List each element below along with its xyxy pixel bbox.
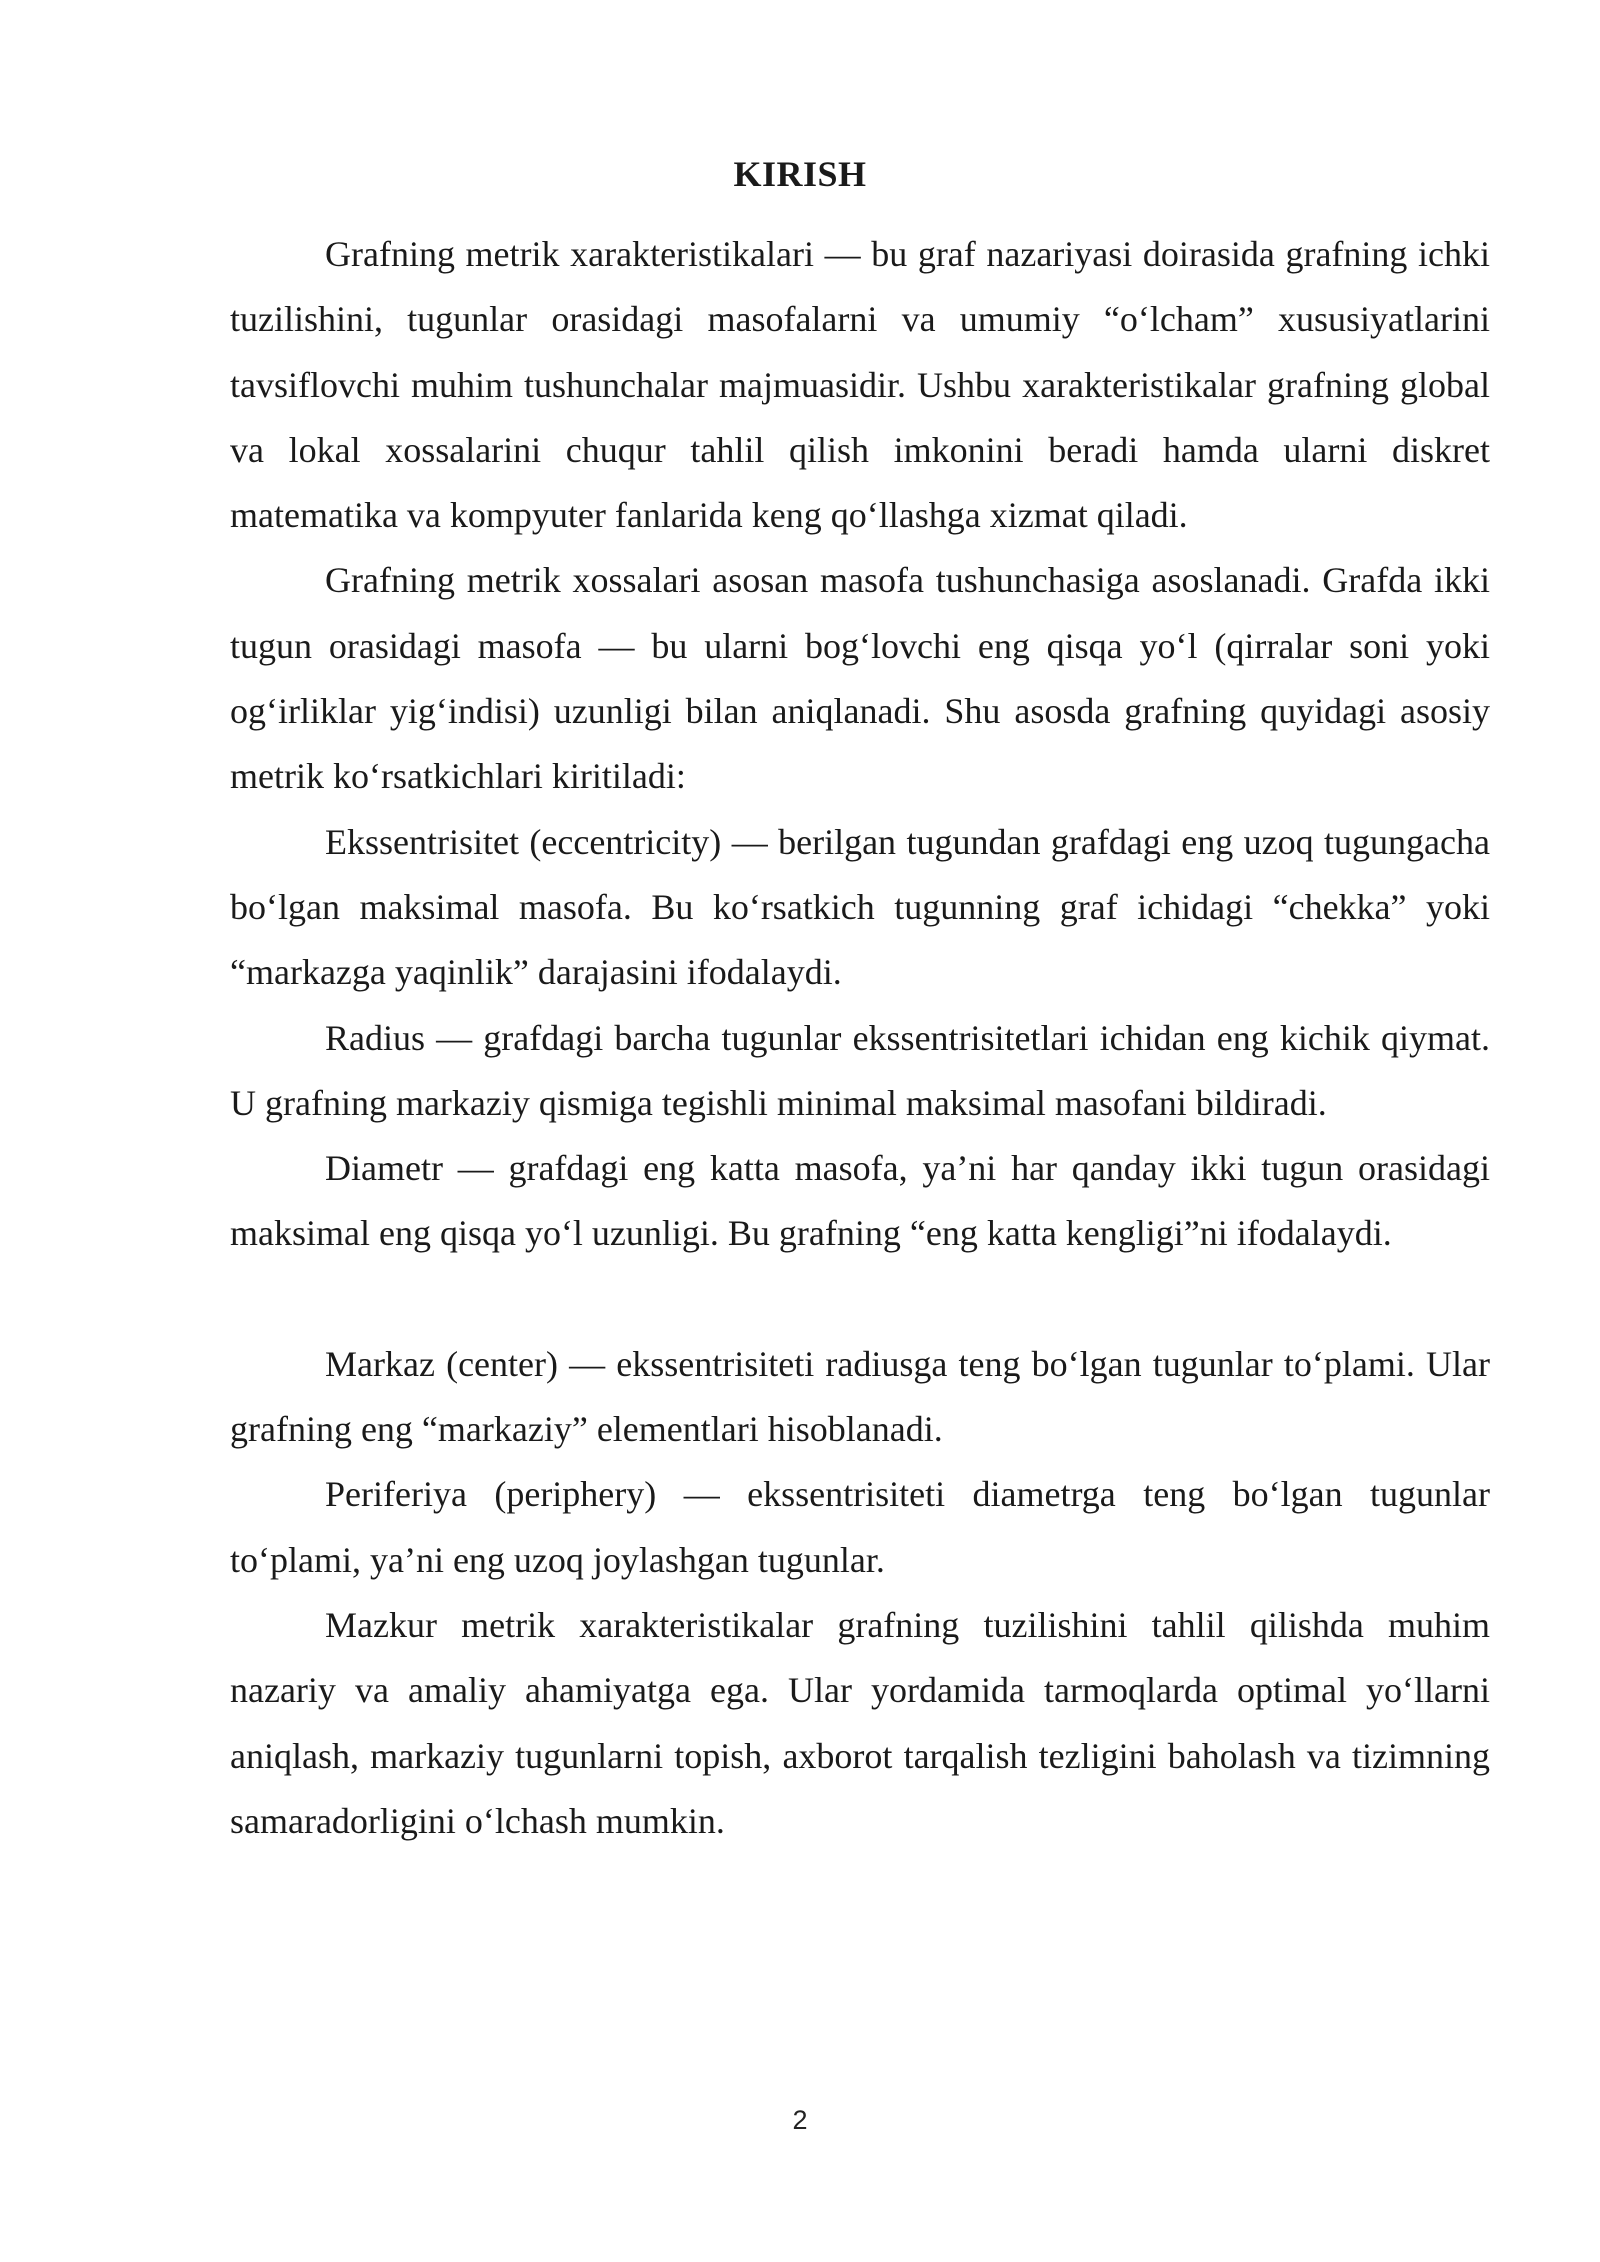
paragraph-metric-properties: Grafning metrik xossalari asosan masofa tushunchasiga asoslanadi. Grafda ikki tugun orasidagi masofa — bu ularni bog‘lovchi eng qisqa yo‘l (qirralar soni yoki og‘irliklar yig‘indisi) uzunligi bilan aniqlanadi. Shu asosda grafning quyidagi asosiy metrik ko‘rsatkichlari kiritiladi: — [230, 560, 1490, 797]
paragraph-radius: Radius — grafdagi barcha tugunlar ekssentrisitetlari ichidan eng kichik qiymat. U grafning markaziy qismiga tegishli minimal maksimal masofani bildiradi. — [230, 1017, 1490, 1123]
document-body — [230, 222, 1490, 1854]
paragraph-intro: Grafning metrik xarakteristikalari — bu graf nazariyasi doirasida grafning ichki tuzilishini, tugunlar orasidagi masofalarni va umumiy “o‘lcham” xususiyatlarini tavsiflovchi muhim tushunchalar majmuasidir. Ushbu xarakteristikalar grafning global va lokal xossalarini chuqur tahlil qilish imkonini beradi hamda ularni diskret matematika va kompyuter fanlarida keng qo‘llashga xizmat qiladi. — [230, 234, 1490, 536]
page-number: 2 — [792, 2105, 808, 2135]
page-title: KIRISH — [733, 154, 867, 194]
paragraph-conclusion: Mazkur metrik xarakteristikalar grafning tuzilishini tahlil qilishda muhim nazariy va amaliy ahamiyatga ega. Ular yordamida tarmoqlarda optimal yo‘llarni aniqlash, markaziy tugunlarni topish, axborot tarqalish tezligini baholash va tizimning samaradorligini o‘lchash mumkin. — [230, 1604, 1490, 1841]
paragraph-eccentricity: Ekssentrisitet (eccentricity) — berilgan tugundan grafdagi eng uzoq tugungacha bo‘lgan maksimal masofa. Bu ko‘rsatkich tugunning graf ichidagi “chekka” yoki “markazga yaqinlik” darajasini ifodalaydi. — [230, 821, 1490, 993]
paragraph-center: Markaz (center) — ekssentrisiteti radiusga teng bo‘lgan tugunlar to‘plami. Ular grafning eng “markaziy” elementlari hisoblanadi. — [230, 1343, 1490, 1450]
paragraph-diameter: Diametr — grafdagi eng katta masofa, ya’ni har qanday ikki tugun orasidagi maksimal eng qisqa yo‘l uzunligi. Bu grafning “eng katta kengligi”ni ifodalaydi. — [230, 1148, 1490, 1254]
paragraph-periphery: Periferiya (periphery) — ekssentrisiteti diametrga teng bo‘lgan tugunlar to‘plami, ya’ni eng uzoq joylashgan tugunlar. — [230, 1474, 1490, 1580]
